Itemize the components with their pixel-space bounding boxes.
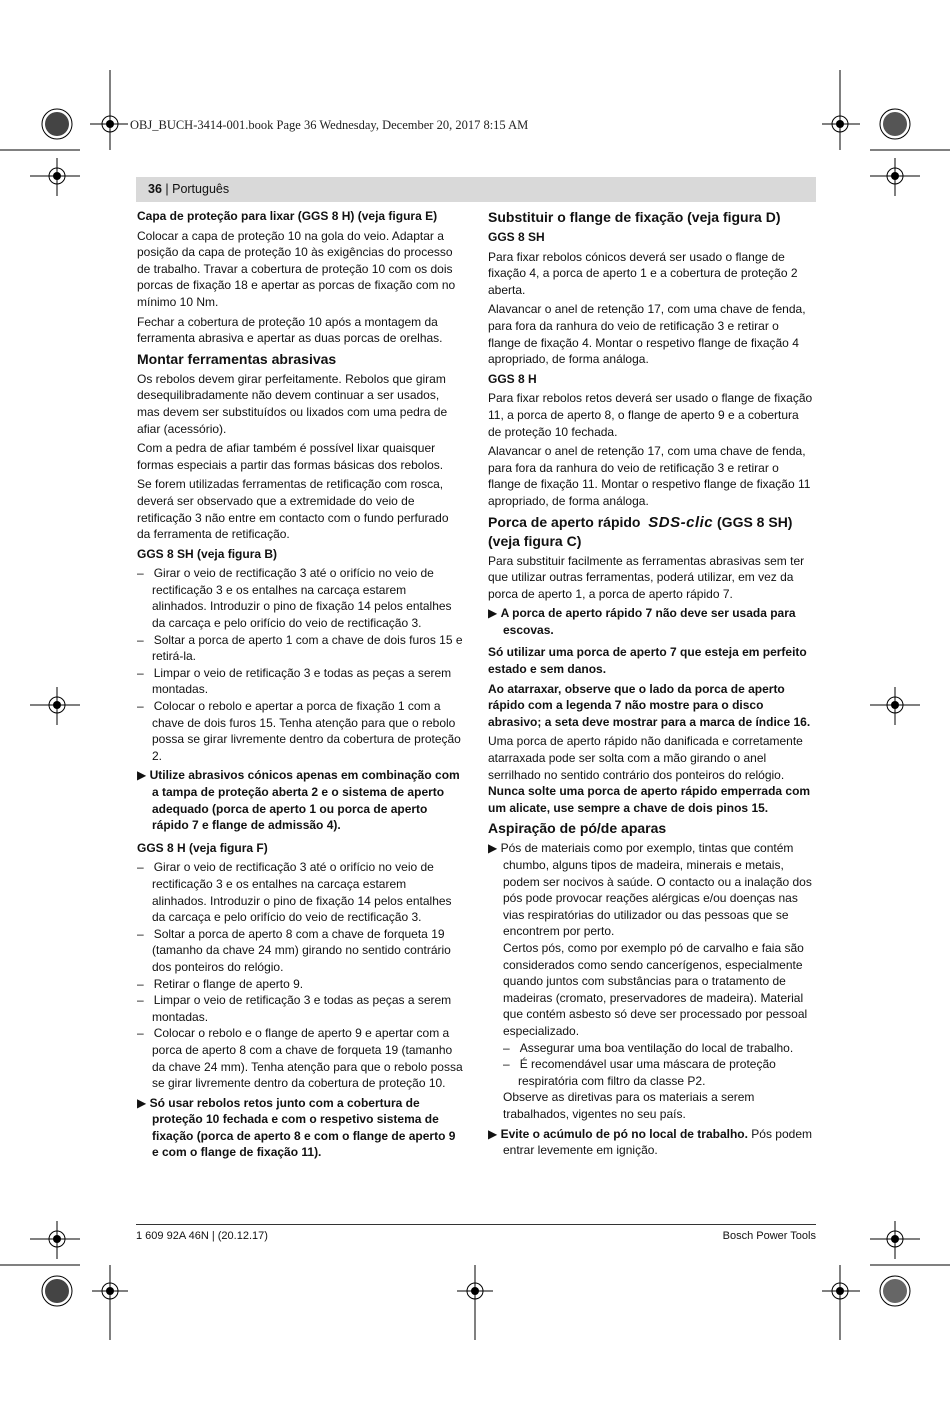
porca-paragraph-2-text: Uma porca de aperto rápido não danificada e corretamente atarraxada pode ser solta com a mão girando o anel serrilhado no sentido contrário dos ponteiros do relógio. (488, 734, 803, 782)
ggs8h-item-text: Retirar o flange de aperto 9. (153, 976, 304, 991)
aspiracao-warning-2 (488, 1126, 814, 1159)
aspiracao-item: – Assegurar uma boa ventilação do local de trabalho. (503, 1040, 794, 1055)
header-separator: | (161, 182, 173, 196)
ggs8h-item: – Colocar o rebolo e o flange de aperto 9 e apertar com a porca de aperto 8 com a chave de forqueta 19 (tamanho da chave 24 mm). Tenha atenção para que o rebolo possa se girar livremente dentro da cobertura de proteção 10. (137, 1026, 463, 1091)
registration-mark-top-left (42, 109, 72, 139)
porca-bold-2: Ao atarraxar, observe que o lado da porca de aperto rápido com a legenda 7 não mostre para o disco abrasivo; a seta deve mostrar para a marca de índice 16. (488, 681, 811, 729)
porca-title-part-b: (GGS 8 SH) (veja figura C) (488, 513, 793, 549)
ggs8sh-item: – Girar o veio de rectificação 3 até o orifício no veio de rectificação 3 e os entalhes na carcaça estarem alinhados. Introduzir o pino de fixação 14 pelos entalhes da carcaça e pelo orifício do veio de rectificação 3. (137, 566, 452, 631)
porca-paragraph-2-bold: Nunca solte uma porca de aperto rápido emperrada com um alicate, use sempre a chave de dois pinos 15. (488, 784, 811, 815)
aspiracao-item-text: É recomendável usar uma máscara de proteção respiratória com filtro da classe P2. (518, 1057, 776, 1088)
ggs8sh-title: GGS 8 SH (veja figura B) (137, 546, 278, 561)
left-column (137, 208, 463, 1167)
aspiracao-item: – É recomendável usar uma máscara de proteção respiratória com filtro da classe P2. (503, 1057, 776, 1088)
ggs8sh-warning (137, 767, 463, 833)
footer-doc-number: 1 609 92A 46N | (20.12.17) (136, 1230, 268, 1242)
ggs8sh-item: – Limpar o veio de retificação 3 e todas as peças a serem montadas. (137, 665, 452, 697)
porca-title-part-a: Porca de aperto rápido (488, 513, 641, 530)
sds-clic-logo: SDS-clic (648, 513, 714, 531)
registration-mark-bottom-left (42, 1276, 72, 1306)
aspiracao-warning-1-text: Pós de materiais como por exemplo, tintas que contém chumbo, alguns tipos de madeira, minerais e metais, podem ser nocivos à saúde. O contacto ou a inalação dos pós pode provocar reações alérgicas e/ou doenças nas vias respiratórias do utilizador ou das pessoas que se encontrem por perto. (500, 841, 812, 939)
aspiracao-title: Aspiração de pó/de aparas (488, 820, 667, 837)
warning-triangle-icon: ▶ (488, 841, 498, 856)
warning-triangle-icon: ▶ (488, 1126, 498, 1141)
ggs8h-item-text: Soltar a porca de aperto 8 com a chave de forqueta 19 (tamanho da chave 24 mm) girando no sentido contrário dos ponteiros do relógio. (152, 926, 451, 974)
ggs8sh-item-text: Soltar a porca de aperto 1 com a chave de dois furos 15 e retirá-la. (152, 632, 463, 664)
footer-brand: Bosch Power Tools (722, 1230, 816, 1242)
h-paragraph-1: Para fixar rebolos retos deverá ser usado o flange de fixação 11, a porca de aperto 8, o flange de aperto 9 e a cobertura de proteção 10 fechada. (488, 391, 813, 439)
flange-title: Substituir o flange de fixação (veja figura D) (488, 209, 781, 225)
aspiracao-paragraph-3: Observe as diretivas para os materiais a serem trabalhados, vigentes no seu país. (503, 1090, 755, 1121)
ggs8h-item: – Soltar a porca de aperto 8 com a chave de forqueta 19 (tamanho da chave 24 mm) girando no sentido contrário dos ponteiros do relógio. (137, 926, 451, 974)
ggs8h-warning (137, 1095, 463, 1161)
ggs8h-item: – Retirar o flange de aperto 9. (137, 976, 304, 991)
ggs8sh-item: – Colocar o rebolo e apertar a porca de fixação 1 com a chave de dois furos 15. Tenha atenção para que o rebolo possa se girar livremente dentro da cobertura de proteção 2. (137, 699, 461, 763)
capa-title: Capa de proteção para lixar (GGS 8 H) (veja figura E) (137, 209, 438, 223)
ggs8h-item: – Girar o veio de rectificação 3 até o orifício no veio de rectificação 3 e os entalhes na carcaça estarem alinhados. Introduzir o pino de fixação 14 pelos entalhes da carcaça e pelo orifício do veio de rectificação 3. (137, 860, 452, 925)
aspiracao-warning-2-text: Pós podem entrar levemente em ignição. (503, 1126, 812, 1158)
aspiracao-warning-1 (488, 840, 814, 940)
ggs8sh-item: – Soltar a porca de aperto 1 com a chave de dois furos 15 e retirá-la. (137, 632, 463, 664)
ggs8sh-item-text: Girar o veio de rectificação 3 até o orifício no veio de rectificação 3 e os entalhes na carcaça estarem alinhados. Introduzir o pino de fixação 14 pelos entalhes da carcaça e pelo orifício do veio de rectificação 3. (152, 566, 452, 631)
aspiracao-paragraph-2: Certos pós, como por exemplo pó de carvalho e faia são considerados como sendo cancerígenos, especialmente quando juntos com substâncias para o tratamento de madeiras (cromato, preservadores de madeira). Material que contém asbesto só deve ser processado por pessoal especializado. (503, 940, 808, 1038)
print-slug: OBJ_BUCH-3414-001.book Page 36 Wednesday, December 20, 2017 8:15 AM (130, 118, 529, 132)
ggs8h-warning-text: Só usar rebolos retos junto com a cobertura de proteção 10 fechada e com o respetivo sistema de fixação (porca de aperto 8 e com o flange de aperto 9 e com o flange de fixação 11). (149, 1095, 456, 1160)
right-column (488, 208, 814, 1159)
ggs8h-item: – Limpar o veio de retificação 3 e todas as peças a serem montadas. (137, 993, 452, 1024)
sh-paragraph-1: Para fixar rebolos cónicos deverá ser usado o flange de fixação 4, a porca de aperto 1 e a cobertura de proteção 2 aberta. (488, 249, 798, 297)
sh-title: GGS 8 SH (488, 230, 545, 244)
h-paragraph-2: Alavancar o anel de retenção 17, com uma chave de fenda, para fora da ranhura do veio de retificação 3 e retirar o flange de fixação 11. Montar o respetivo flange de fixação 11 apropriado, de forma análoga. (488, 444, 811, 508)
ggs8h-title: GGS 8 H (veja figura F) (137, 840, 268, 855)
page-number: 36 (148, 182, 162, 196)
warning-triangle-icon: ▶ (488, 606, 498, 621)
porca-paragraph-2 (488, 733, 814, 816)
capa-paragraph-1: Colocar a capa de proteção 10 na gola do veio. Adaptar a posição da capa de proteção 10 às exigências do processo de trabalho. Travar a cobertura de proteção 10 com os dois porcas de fixação 18 e apertar as porcas de fixação com no mínimo 10 Nm. (137, 228, 456, 309)
registration-mark-top-right (880, 109, 910, 139)
capa-paragraph-2: Fechar a cobertura de proteção 10 após a montagem da ferramenta abrasiva e apertar as duas porcas de orelhas. (137, 314, 443, 346)
header-language: Português (172, 182, 230, 196)
page-header (136, 177, 816, 202)
montar-paragraph-3: Se forem utilizadas ferramentas de retificação com rosca, deverá ser observado que a extremidade do veio de retificação 3 não entre em contacto com o fundo perfurado da ferramenta de retificação. (137, 477, 449, 542)
montar-title: Montar ferramentas abrasivas (137, 350, 337, 367)
warning-triangle-icon: ▶ (137, 1095, 147, 1110)
ggs8h-item-text: Girar o veio de rectificação 3 até o orifício no veio de rectificação 3 e os entalhes na carcaça estarem alinhados. Introduzir o pino de fixação 14 pelos entalhes da carcaça e pelo orifício do veio de rectificação 3. (152, 860, 452, 925)
page-footer (136, 1224, 816, 1242)
ggs8h-item-text: Colocar o rebolo e o flange de aperto 9 e apertar com a porca de aperto 8 com a chave de forqueta 19 (tamanho da chave 24 mm). Tenha atenção para que o rebolo possa se girar livremente dentro da cobertura de proteção 10. (152, 1026, 463, 1091)
ggs8sh-warning-text: Utilize abrasivos cónicos apenas em combinação com a tampa de proteção aberta 2 e o sistema de aperto adequado (porca de aperto 1 ou porca de aperto rápido 7 e flange de admissão 4). (149, 768, 460, 833)
sh-paragraph-2: Alavancar o anel de retenção 17, com uma chave de fenda, para fora da ranhura do veio de retificação 3 e retirar o flange de fixação 4. Montar o respetivo flange de fixação 4 apropriado, de forma análoga. (488, 302, 806, 367)
ggs8h-item-text: Limpar o veio de retificação 3 e todas as peças a serem montadas. (152, 993, 452, 1024)
registration-mark-bottom-right (880, 1276, 910, 1306)
porca-warning-text: A porca de aperto rápido 7 não deve ser usada para escovas. (500, 606, 796, 637)
ggs8sh-item-text: Limpar o veio de retificação 3 e todas as peças a serem montadas. (152, 665, 452, 697)
porca-bold-1: Só utilizar uma porca de aperto 7 que esteja em perfeito estado e sem danos. (488, 645, 807, 677)
aspiracao-item-text: Assegurar uma boa ventilação do local de trabalho. (519, 1040, 794, 1055)
ggs8sh-item-text: Colocar o rebolo e apertar a porca de fixação 1 com a chave de dois furos 15. Tenha atenção para que o rebolo possa se girar livremente dentro da cobertura de proteção 2. (152, 699, 461, 763)
aspiracao-warning-2-bold: Evite o acúmulo de pó no local de trabalho. (500, 1126, 748, 1141)
h-title: GGS 8 H (488, 371, 537, 386)
montar-paragraph-2: Com a pedra de afiar também é possível lixar quaisquer formas especiais a partir das formas básicas dos rebolos. (137, 441, 444, 472)
montar-paragraph-1: Os rebolos devem girar perfeitamente. Rebolos que giram desequilibradamente não devem continuar a ser usados, mas devem ser substituídos ou lixados com uma pedra de afiar (acessório). (137, 371, 448, 436)
porca-warning (488, 605, 814, 638)
warning-triangle-icon: ▶ (137, 768, 147, 783)
porca-title (488, 513, 814, 550)
porca-paragraph-1: Para substituir facilmente as ferramentas abrasivas sem ter que utilizar outras ferramentas, poderá utilizar, em vez da porca de aperto 1, a porca de aperto rápido 7. (488, 553, 805, 601)
